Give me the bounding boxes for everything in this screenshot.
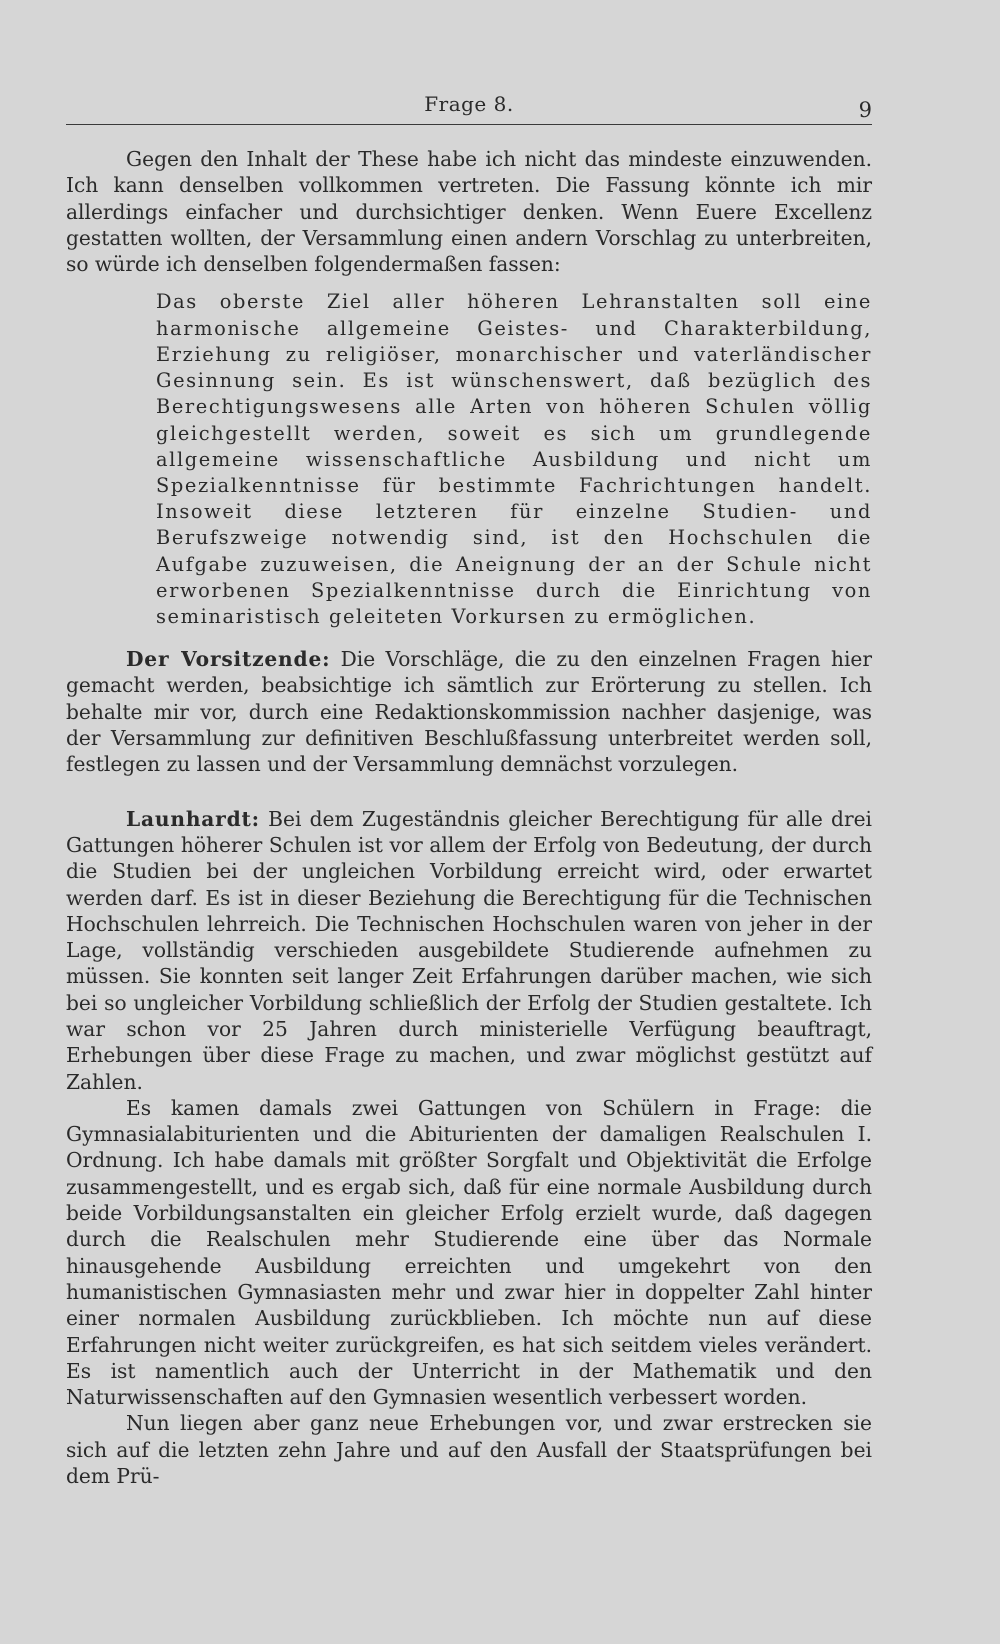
paragraph-chairman — [66, 646, 872, 777]
paragraph-text: Die Vorschläge, die zu den einzelnen Fragen hier gemacht werden, beabsichtige ich sämtlich zur Erörterung zu stellen. Ich behalte mir vor, durch eine Redaktionskommission nachher dasjenige, was der Versammlung zur definitiven Beschlußfassung unterbreitet werden soll, festlegen zu lassen und der Versammlung demnächst vorzulegen. — [66, 647, 872, 777]
body-text — [66, 146, 872, 1489]
paragraph-launhardt — [66, 806, 872, 1095]
paragraph-text: Es kamen damals zwei Gattungen von Schülern in Frage: die Gymnasialabiturienten und die Abiturienten der damaligen Realschulen I. Ordnung. Ich habe damals mit größter Sorgfalt und Objektivität die Erfolge zusammengestellt, und es ergab sich, daß für eine normale Ausbildung durch beide Vorbildungsanstalten ein gleicher Erfolg erzielt wurde, daß dagegen durch die Realschulen mehr Studierende eine über das Normale hinausgehende Ausbildung erreichten und umgekehrt von den humanistischen Gymnasiasten mehr und zwar hier in doppelter Zahl hinter einer normalen Ausbildung zurückblieben. Ich möchte nun auf diese Erfahrungen nicht weiter zurückgreifen, es hat sich seitdem vieles verändert. Es ist namentlich auch der Unterricht in der Mathematik und den Naturwissenschaften auf den Gymnasien wesentlich verbessert worden. — [66, 1095, 872, 1410]
proposed-thesis-quote: Das oberste Ziel aller höheren Lehranstalten soll eine harmonische allgemeine Geistes- und Charakterbildung, Erziehung zu religiöser, monarchischer und vaterländischer Gesinnung sein. Es ist wünschenswert, daß bezüglich des Berechtigungswesens alle Arten von höheren Schulen völlig gleichgestellt werden, soweit es sich um grundlegende allgemeine wissenschaftliche Ausbildung und nicht um Spezialkenntnisse für bestimmte Fachrichtungen handelt. Insoweit diese letzteren für einzelne Studien- und Berufszweige notwendig sind, ist den Hochschulen die Aufgabe zuzuweisen, die Aneignung der an der Schule nicht erworbenen Spezialkenntnisse durch die Einrichtung von seminaristisch geleiteten Vorkursen zu ermöglichen. — [156, 290, 872, 628]
running-title: Frage 8. — [424, 92, 514, 116]
page-header — [66, 88, 872, 125]
speaker-name: Der Vorsitzende: — [126, 647, 331, 672]
paragraph-text: Bei dem Zugeständnis gleicher Berechtigung für alle drei Gattungen höherer Schulen ist vor allem der Erfolg von Bedeutung, der durch die Studien bei der ungleichen Vorbildung erreicht wird, oder erwartet werden darf. Es ist in dieser Beziehung die Berechtigung für die Technischen Hochschulen lehrreich. Die Technischen Hochschulen waren von jeher in der Lage, vollständig verschieden ausgebildete Studierende aufnehmen zu müssen. Sie konnten seit langer Zeit Erfahrungen darüber machen, wie sich bei so ungleicher Vorbildung schließlich der Erfolg der Studien gestaltete. Ich war schon vor 25 Jahren durch ministerielle Verfügung beauftragt, Erhebungen über diese Frage zu machen, und zwar möglichst gestützt auf Zahlen. — [66, 806, 872, 1094]
paragraph-text: Nun liegen aber ganz neue Erhebungen vor, und zwar erstrecken sie sich auf die letzten zehn Jahre und auf den Ausfall der Staatsprüfungen bei dem Prü- — [66, 1411, 872, 1489]
speaker-name: Launhardt: — [126, 806, 260, 831]
paragraph-opening: Gegen den Inhalt der These habe ich nicht das mindeste einzuwenden. Ich kann denselben vollkommen vertreten. Die Fassung könnte ich mir allerdings einfacher und durchsichtiger denken. Wenn Euere Excellenz gestatten wollten, der Versammlung einen andern Vorschlag zu unterbreiten, so würde ich denselben folgendermaßen fassen: — [66, 147, 872, 277]
page-number: 9 — [858, 98, 872, 122]
